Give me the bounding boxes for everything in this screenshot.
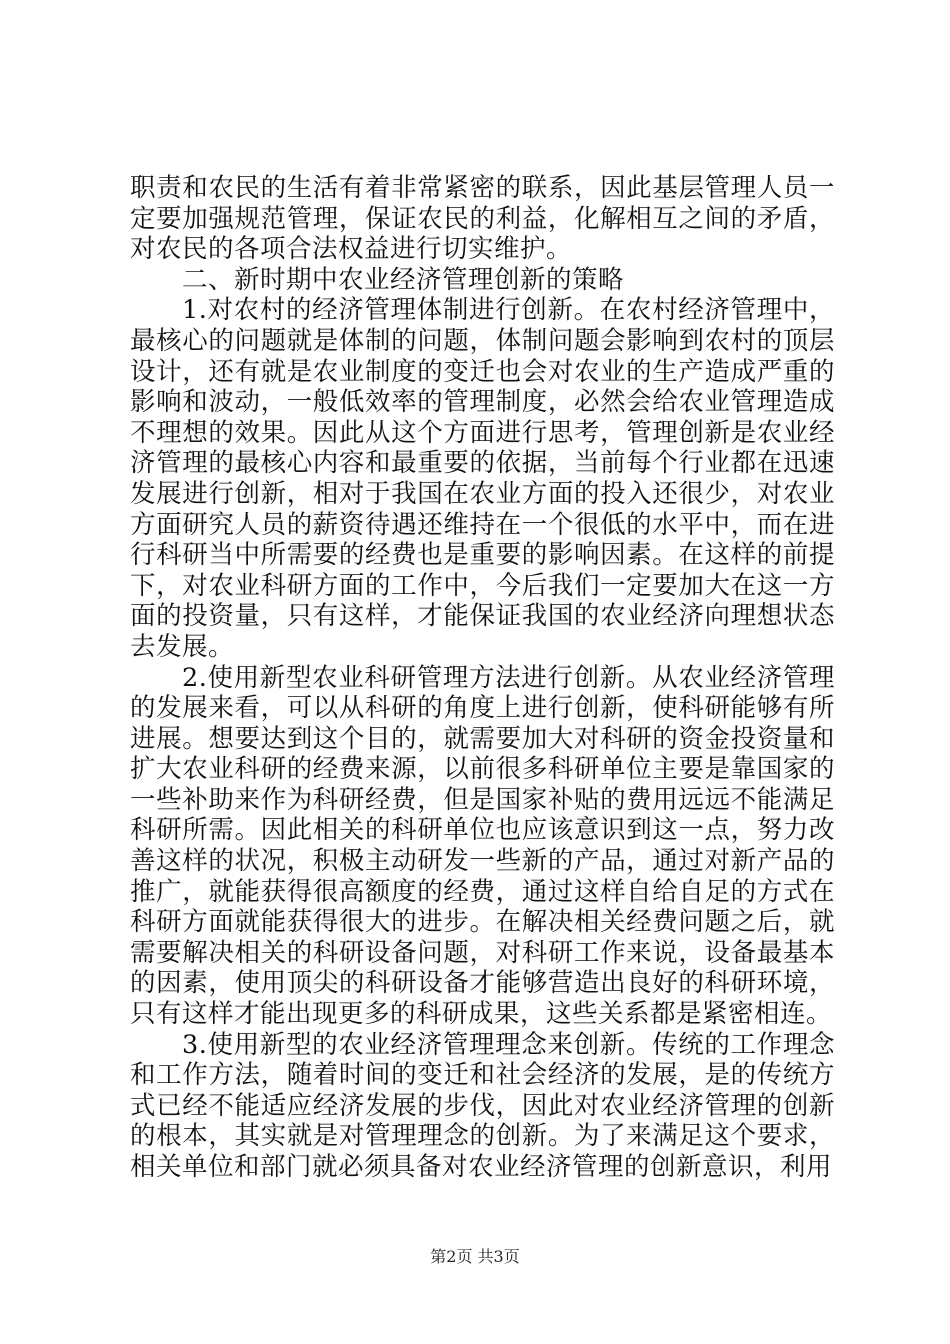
text-line: 扩大农业科研的经费来源，以前很多科研单位主要是靠国家的 <box>130 754 835 785</box>
text-line: 相关单位和部门就必须具备对农业经济管理的创新意识，利用 <box>130 1152 833 1182</box>
text-line: 善这样的状况，积极主动研发一些新的产品，通过对新产品的 <box>130 846 835 877</box>
text-line: 设计，还有就是农业制度的变迁也会对农业的生产造成严重的 <box>130 356 835 387</box>
paragraph <box>130 265 835 296</box>
text-line: 的因素，使用顶尖的科研设备才能够营造出良好的科研环境， <box>130 968 835 999</box>
text-line: 济管理的最核心内容和最重要的依据，当前每个行业都在迅速 <box>130 448 835 479</box>
text-line: 1.对农村的经济管理体制进行创新。在农村经济管理中， <box>182 295 835 326</box>
text-line: 的根本，其实就是对管理理念的创新。为了来满足这个要求， <box>130 1121 835 1152</box>
paragraph <box>130 173 835 265</box>
text-line: 影响和波动，一般低效率的管理制度，必然会给农业管理造成 <box>130 387 835 418</box>
text-line: 最核心的问题就是体制的问题，体制问题会影响到农村的顶层 <box>130 325 835 356</box>
paragraph <box>130 1030 835 1183</box>
text-line: 定要加强规范管理，保证农民的利益，化解相互之间的矛盾， <box>130 203 835 234</box>
document-body <box>130 173 835 1183</box>
text-line: 对农民的各项合法权益进行切实维护。 <box>130 234 573 265</box>
text-line: 2.使用新型农业科研管理方法进行创新。从农业经济管理 <box>182 662 835 693</box>
text-line: 去发展。 <box>130 631 235 662</box>
paragraph <box>130 295 835 662</box>
text-line: 只有这样才能出现更多的科研成果，这些关系都是紧密相连。 <box>130 999 833 1030</box>
text-line: 推广，就能获得很高额度的经费，通过这样自给自足的方式在 <box>130 876 835 907</box>
text-line: 式已经不能适应经济发展的步伐，因此对农业经济管理的创新 <box>130 1090 835 1121</box>
text-line: 的发展来看，可以从科研的角度上进行创新，使科研能够有所 <box>130 693 835 724</box>
text-line: 下，对农业科研方面的工作中，今后我们一定要加大在这一方 <box>130 570 835 601</box>
text-line: 和工作方法，随着时间的变迁和社会经济的发展，是的传统方 <box>130 1060 835 1091</box>
text-line: 进展。想要达到这个目的，就需要加大对科研的资金投资量和 <box>130 723 835 754</box>
text-line: 二、新时期中农业经济管理创新的策略 <box>182 264 625 295</box>
text-line: 一些补助来作为科研经费，但是国家补贴的费用远远不能满足 <box>130 784 835 815</box>
page-footer: 第2页 共3页 <box>430 1247 520 1266</box>
text-line: 不理想的效果。因此从这个方面进行思考，管理创新是农业经 <box>130 417 835 448</box>
text-line: 面的投资量，只有这样，才能保证我国的农业经济向理想状态 <box>130 601 835 632</box>
text-line: 行科研当中所需要的经费也是重要的影响因素。在这样的前提 <box>130 540 835 571</box>
text-line: 方面研究人员的薪资待遇还维持在一个很低的水平中，而在进 <box>130 509 835 540</box>
paragraph <box>130 663 835 1030</box>
text-line: 科研方面就能获得很大的进步。在解决相关经费问题之后，就 <box>130 907 835 938</box>
text-line: 职责和农民的生活有着非常紧密的联系，因此基层管理人员一 <box>130 173 835 203</box>
text-line: 科研所需。因此相关的科研单位也应该意识到这一点，努力改 <box>130 815 835 846</box>
text-line: 需要解决相关的科研设备问题，对科研工作来说，设备最基本 <box>130 937 835 968</box>
text-line: 3.使用新型的农业经济管理理念来创新。传统的工作理念 <box>182 1029 835 1060</box>
text-line: 发展进行创新，相对于我国在农业方面的投入还很少，对农业 <box>130 478 835 509</box>
